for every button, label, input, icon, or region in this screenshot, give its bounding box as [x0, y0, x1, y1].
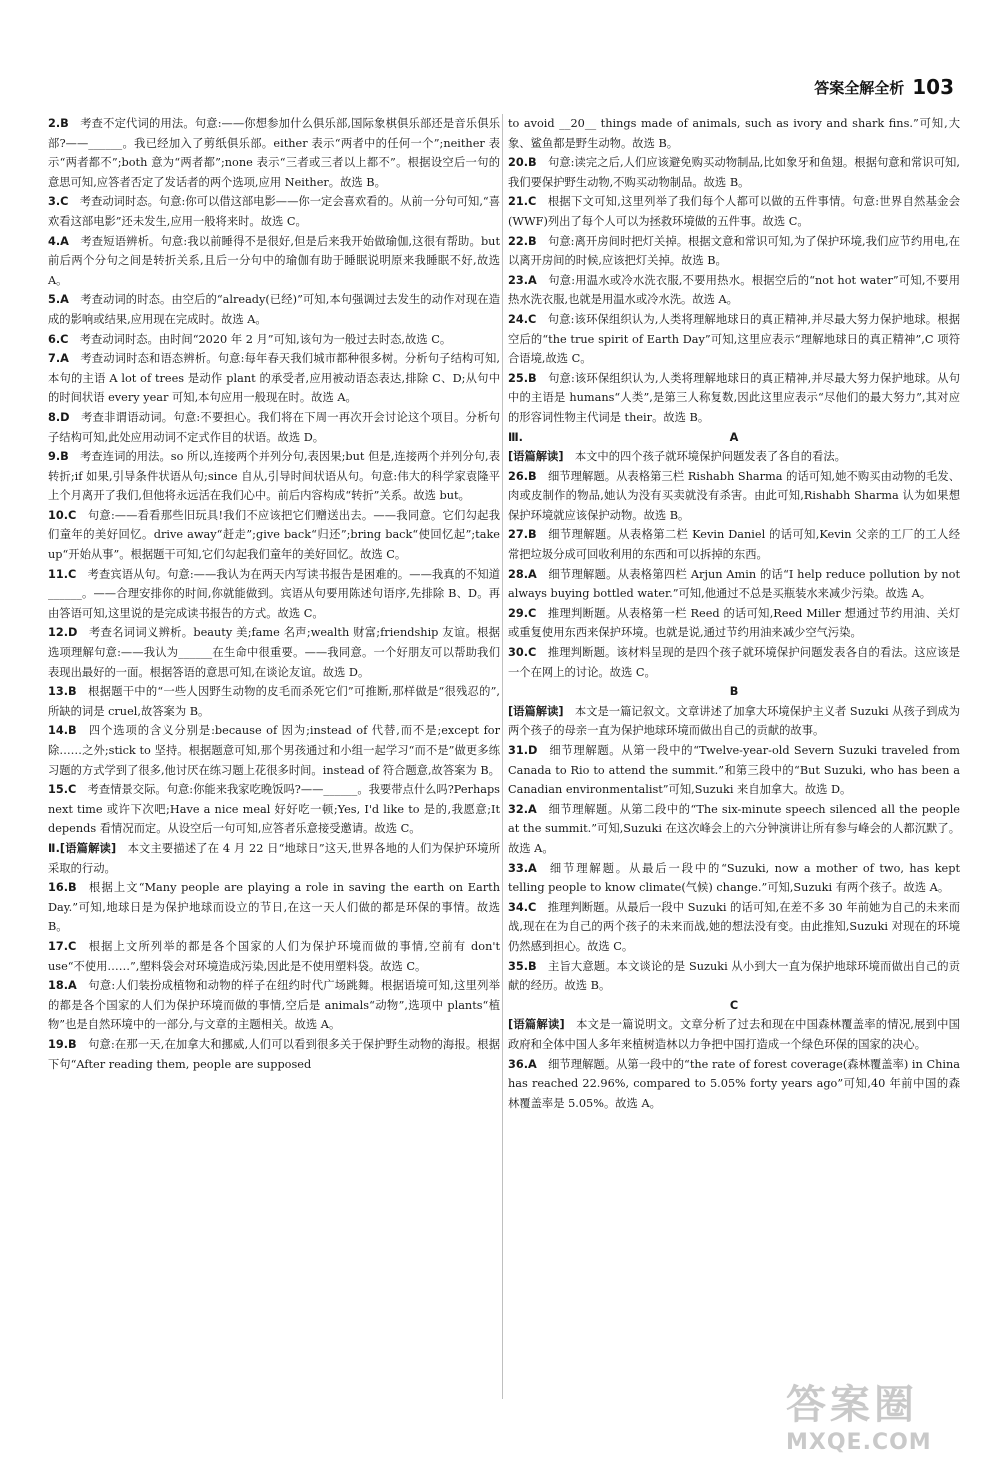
item-text: 句意:在那一天,在加拿大和挪威,人们可以看到很多关于保护野生动物的海报。根据下句“After reading them, people are supposed [48, 1037, 500, 1071]
answer-item [48, 114, 500, 192]
section-head: A [729, 430, 739, 444]
item-number: 11.C [48, 567, 77, 581]
passage-tag: [语篇解读] [59, 841, 117, 855]
answer-item [508, 310, 960, 369]
answer-item [508, 702, 960, 741]
item-text: 细节理解题。从表格第二栏 Kevin Daniel 的话可知,Kevin 父亲的工厂的工人经常把垃圾分成可回收利用的东西和可以拆掉的东西。 [508, 528, 960, 562]
answer-item [48, 937, 500, 976]
watermark-logo [786, 1373, 986, 1463]
item-number: 16.B [48, 881, 77, 895]
item-number: 30.C [508, 646, 537, 660]
answer-item [508, 1015, 960, 1054]
right-column [508, 114, 960, 1113]
item-number: 32.A [508, 802, 537, 816]
section-head: C [729, 998, 739, 1012]
item-number: 33.A [508, 861, 537, 875]
item-number: 25.B [508, 371, 537, 385]
answer-item [508, 467, 960, 526]
item-number: 24.C [508, 312, 537, 326]
item-text: 句意:用温水或冷水洗衣服,不要用热水。根据空后的“not hot water”可知,不要用热水洗衣服,也就是用温水或冷水洗。故选 A。 [508, 273, 960, 307]
item-number: 31.D [508, 744, 538, 757]
item-number: 26.B [508, 469, 537, 483]
answer-item [48, 839, 500, 878]
section-head: B [729, 685, 739, 699]
answer-item [48, 349, 500, 408]
answer-item [48, 408, 500, 447]
item-text: 根据下文可知,这里列举了我们每个人都可以做的五件事情。句意:世界自然基金会(WWF)列出了每个人可以为拯救环境做的五件事。故选 C。 [508, 195, 960, 228]
item-number: 12.D [48, 626, 78, 640]
answer-item [508, 741, 960, 800]
answer-item [48, 682, 500, 721]
answer-item [48, 878, 500, 937]
item-number: 19.B [48, 1037, 77, 1051]
item-text: 推理判断题。从表格第一栏 Reed 的话可知,Reed Miller 想通过节约用油、关灯或重复使用东西来保护环境。也就是说,通过节约用油来减少空气污染。 [508, 606, 960, 640]
item-text: 细节理解题。从表格第三栏 Rishabh Sharma 的话可知,她不购买由动物的毛发、肉或皮制作的物品,她认为没有买卖就没有杀害。由此可知,Rishabh Sharma 认为如果想保护环境就应该保护动物。故选 B。 [508, 469, 960, 522]
page-header [814, 70, 954, 104]
item-number: 18.A [48, 979, 77, 993]
item-text: 细节理解题。从第二段中的“The six-minute speech silenced all the people at the summit.”可知,Suzuki 在这次峰会上的六分钟演讲让所有参与峰会的人都沉默了。故选 A。 [508, 802, 960, 855]
answer-item [508, 604, 960, 643]
header-title: 答案全解全析 [814, 78, 905, 97]
answer-item [508, 643, 960, 682]
item-text: 细节理解题。从最后一段中的“Suzuki, now a mother of two, has kept telling people to know climate(气候) change.”可知,Suzuki 有两个孩子。故选 A。 [508, 861, 960, 895]
answer-item [48, 506, 500, 565]
section-number: Ⅱ. [48, 841, 60, 855]
answer-item [48, 780, 500, 839]
watermark-line2: MXQE.COM [786, 1430, 932, 1455]
item-number: 9.B [48, 450, 69, 464]
passage-tag: [语篇解读] [508, 704, 564, 718]
left-column [48, 114, 500, 1074]
item-number: 22.B [508, 234, 537, 248]
item-text: 推理判断题。该材料呈现的是四个孩子就环境保护问题发表各自的看法。这应该是一个在网上的讨论。故选 C。 [508, 646, 960, 679]
answer-item [48, 623, 500, 682]
item-text: 句意:人们装扮成植物和动物的样子在纽约时代广场跳舞。根据语境可知,这里列举的都是各个国家的人们为保护环境而做的事情,空后是 animals“动物”,选项中 plants“植物”也是自然环境中的一部分,与文章的主题相关。故选 A。 [48, 979, 500, 1032]
item-number: 13.B [48, 685, 77, 699]
answer-item [508, 428, 960, 448]
item-number: 2.B [48, 117, 69, 130]
answer-item [508, 114, 960, 153]
item-number: 7.A [48, 352, 69, 366]
answer-item [508, 271, 960, 310]
item-text: 本文是一篇说明文。文章分析了过去和现在中国森林覆盖率的情况,展到中国政府和全体中国人多年来植树造林以力争把中国打造成一个绿色环保的国家的决心。 [508, 1018, 960, 1051]
item-number: 28.A [508, 567, 537, 581]
section-number: Ⅲ. [508, 430, 523, 444]
item-number: 23.A [508, 273, 537, 287]
item-text: 考查非谓语动词。句意:不要担心。我们将在下周一再次开会讨论这个项目。分析句子结构可知,此处应用动词不定式作目的状语。故选 D。 [48, 410, 500, 444]
item-text: 句意:该环保组织认为,人类将理解地球日的真正精神,并尽最大努力保护地球。根据空后的“the true spirit of Earth Day”可知,这里应表示“理解地球日的真正精神”,C 项符合语境,故选 C。 [508, 312, 960, 366]
item-text: 本文中的四个孩子就环境保护问题发表了各自的看法。 [574, 450, 846, 464]
item-number: 14.B [48, 724, 77, 738]
item-text: 根据题干中的“一些人因野生动物的皮毛而杀死它们”可推断,那样做是“很残忍的”,所缺的词是 cruel,故答案为 B。 [48, 685, 500, 718]
answer-item [508, 447, 960, 467]
item-number: 10.C [48, 508, 77, 522]
answer-item [48, 721, 500, 780]
item-text: 根据上文所列举的都是各个国家的人们为保护环境而做的事情,空前有 don't use“不使用……”,塑料袋会对环境造成污染,因此是不使用塑料袋。故选 C。 [48, 939, 500, 973]
item-number: 20.B [508, 156, 537, 170]
page-number: 103 [912, 75, 954, 99]
item-number: 3.C [48, 195, 69, 209]
item-number: 34.C [508, 900, 537, 914]
answer-item [48, 232, 500, 291]
watermark-line1: 答案圈 [786, 1382, 918, 1428]
answer-item [508, 369, 960, 428]
item-text: 考查连词的用法。so 所以,连接两个并列分句,表因果;but 但是,连接两个并列分句,表转折;if 如果,引导条件状语从句;since 自从,引导时间状语从句。句意:伟大的科学家袁隆平上个月离开了我们,但他将永远活在我们心中。前后内容构成“转折”关系。故选 but。 [48, 450, 500, 503]
answer-item [508, 1055, 960, 1114]
answer-item [508, 800, 960, 859]
item-text: 句意:离开房间时把灯关掉。根据文意和常识可知,为了保护环境,我们应节约用电,在以离开房间的时候,应该把灯关掉。故选 B。 [508, 234, 960, 268]
item-text: 句意:该环保组织认为,人类将理解地球日的真正精神,并尽最大努力保护地球。从句中的主语是 humans“人类”,是第三人称复数,因此这里应表示“尽他们的最大努力”,其对应的形容词性物主代词是 their。故选 B。 [508, 371, 960, 424]
item-text: 考查动词的时态。由空后的“already(已经)”可知,本句强调过去发生的动作对现在造成的影响或结果,应用现在完成时。故选 A。 [48, 293, 500, 326]
answer-item [508, 232, 960, 271]
item-text: 考查不定代词的用法。句意:——你想参加什么俱乐部,国际象棋俱乐部还是音乐俱乐部?——______。我已经加入了剪纸俱乐部。either 表示“两者中的任何一个”;neither 表示“两者都不”;both 意为“两者都”;none 表示“三者或三者以上都不”。根据设空后一句的意思可知,应答者否定了发话者的两个选项,应用 Neither。故选 B。 [48, 117, 500, 189]
item-text: 根据上文“Many people are playing a role in saving the earth on Earth Day.”可知,地球日是为保护地球而设立的节日,在这一天人们做的都是环保的事情。故选 B。 [48, 881, 500, 934]
answer-item [48, 447, 500, 506]
answer-item [48, 1035, 500, 1074]
item-number: 27.B [508, 528, 537, 542]
column-divider [502, 114, 503, 1399]
item-text: 考查情景交际。句意:你能来我家吃晚饭吗?——______。我要带点什么吗?Perhaps next time 或许下次吧;Have a nice meal 好好吃一顿;Yes, I'd like to 是的,我愿意;It depends 看情况而定。从设空后一句可知,应答者乐意接受邀请。故选 C。 [48, 783, 500, 836]
item-number: 4.A [48, 234, 69, 248]
item-text: 句意:读完之后,人们应该避免购买动物制品,比如象牙和鱼翅。根据句意和常识可知,我们要保护野生动物,不购买动物制品。故选 B。 [508, 156, 960, 189]
answer-item [508, 525, 960, 564]
item-number: 29.C [508, 606, 537, 620]
item-text: 句意:——看看那些旧玩具!我们不应该把它们赠送出去。——我同意。它们勾起我们童年的美好回忆。drive away“赶走”;give back“归还”;bring back“使回忆起”;take up“开始从事”。根据题干可知,它们勾起我们童年的美好回忆。故选 C。 [48, 508, 500, 562]
item-text: 主旨大意题。本文谈论的是 Suzuki 从小到大一直为保护地球环境而做出自己的贡献的经历。故选 B。 [508, 959, 960, 993]
item-text: 本文是一篇记叙文。文章讲述了加拿大环境保护主义者 Suzuki 从孩子到成为两个孩子的母亲一直为保护地球环境而做出自己的贡献的故事。 [508, 704, 961, 738]
answer-item [508, 957, 960, 996]
answer-item [508, 565, 960, 604]
item-text: 细节理解题。从第一段中的“the rate of forest coverage(森林覆盖率) in China has reached 22.96%, compared to 5.05% forty years ago”可知,40 年前中国的森林覆盖率是 5.05%。故选 A。 [508, 1057, 960, 1110]
item-text: 考查名词词义辨析。beauty 美;fame 名声;wealth 财富;friendship 友谊。根据选项理解句意:——我认为______在生命中很重要。——我同意。一个好朋友可以帮助我们表现出最好的一面。根据答语的意思可知,在谈论友谊。故选 D。 [48, 626, 500, 679]
item-number: 6.C [48, 332, 69, 346]
item-number: 15.C [48, 783, 77, 797]
answer-item [508, 859, 960, 898]
item-text: 考查动词时态。句意:你可以借这部电影——你一定会喜欢看的。从前一分句可知,“喜欢看这部电影”还未发生,应用一般将来时。故选 C。 [48, 195, 500, 228]
item-text: 推理判断题。从最后一段中 Suzuki 的话可知,在差不多 30 年前她为自己的未来而战,现在在为自己的两个孩子的未来而战,她的想法没有变。由此推知,Suzuki 对现在的环境仍然感到担心。故选 C。 [508, 900, 960, 953]
answer-item [48, 330, 500, 350]
item-number: 36.A [508, 1057, 537, 1071]
item-text: 考查宾语从句。句意:——我认为在两天内写读书报告是困难的。——我真的不知道______。——合理安排你的时间,你就能做到。宾语从句要用陈述句语序,先排除 B、D。再由答语可知,这里说的是完成读书报告的方式。故选 C。 [48, 567, 500, 620]
item-number: 17.C [48, 939, 77, 953]
answer-item [48, 290, 500, 329]
passage-tag: [语篇解读] [508, 450, 564, 464]
answer-item [508, 898, 960, 957]
answer-item [508, 153, 960, 192]
item-number: 21.C [508, 195, 537, 209]
item-text: 细节理解题。从表格第四栏 Arjun Amin 的话“I help reduce pollution by not always buying bottled water.”可知,他通过不总是买瓶装水来减少污染。故选 A。 [508, 567, 960, 601]
item-text: 细节理解题。从第一段中的“Twelve-year-old Severn Suzuki traveled from Canada to Rio to attend the summit.”和第三段中的“But Suzuki, who has been a Canadian environmentalist”可知,Suzuki 来自加拿大。故选 D。 [508, 744, 960, 797]
item-text: 考查动词时态和语态辨析。句意:每年春天我们城市都种很多树。分析句子结构可知,本句的主语 A lot of trees 是动作 plant 的承受者,应用被动语态表达,排除 C、D;从句中的时间状语 every year 可知,本句应用一般现在时。故选 A。 [48, 352, 500, 405]
answer-item [48, 565, 500, 624]
item-text: 四个选项的含义分别是:because of 因为;instead of 代替,而不是;except for 除……之外;stick to 坚持。根据题意可知,那个男孩通过和小组一起学习“而不是”做更多练习题的方式学到了很多,他讨厌在练习题上花很多时间。instead of 符合题意,故答案为 B。 [48, 724, 500, 777]
answer-item [48, 192, 500, 231]
item-text: 本文主要描述了在 4 月 22 日“地球日”这天,世界各地的人们为保护环境所采取的行动。 [48, 841, 501, 875]
passage-tag: [语篇解读] [508, 1018, 565, 1032]
answer-item [48, 976, 500, 1035]
item-number: 35.B [508, 959, 537, 973]
item-text: to avoid __20__ things made of animals, such as ivory and shark fins.”可知,大象、鲨鱼都是野生动物。故选 B。 [508, 117, 960, 150]
item-number: 5.A [48, 293, 69, 307]
item-text: 考查动词时态。由时间“2020 年 2 月”可知,该句为一般过去时态,故选 C。 [79, 332, 452, 346]
answer-item [508, 192, 960, 231]
item-number: 8.D [48, 410, 70, 424]
item-text: 考查短语辨析。句意:我以前睡得不是很好,但是后来我开始做瑜伽,这很有帮助。but 前后两个分句之间是转折关系,且后一分句中的瑜伽有助于睡眠说明原来我睡眠不好,故选 A。 [48, 234, 500, 287]
